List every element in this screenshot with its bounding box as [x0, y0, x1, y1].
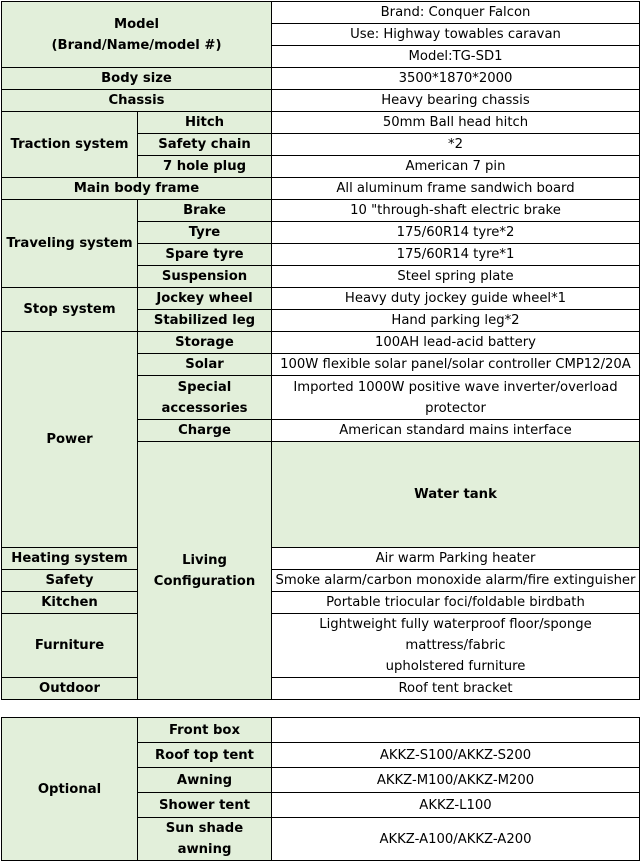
- chassis-value: Heavy bearing chassis: [272, 90, 640, 112]
- furniture-line1: Lightweight fully waterproof floor/sponge mattress/fabric: [319, 617, 592, 653]
- spare-tyre-label: Spare tyre: [138, 244, 272, 266]
- plug-value: American 7 pin: [272, 156, 640, 178]
- traction-system-label: Traction system: [2, 112, 138, 178]
- roof-top-tent-label: Roof top tent: [138, 743, 272, 768]
- furniture-line2: upholstered furniture: [385, 659, 526, 674]
- table-row: [2, 614, 640, 678]
- special-accessories-value: [272, 376, 640, 420]
- water-tank-label: Water tank: [272, 442, 640, 548]
- safety-label: Safety: [2, 570, 138, 592]
- shower-tent-label: Shower tent: [138, 793, 272, 818]
- charge-value: American standard mains interface: [272, 420, 640, 442]
- living-configuration-label: [138, 442, 272, 700]
- model-number: Model:TG-SD1: [272, 46, 640, 68]
- table-row: [2, 178, 640, 200]
- jockey-wheel-value: Heavy duty jockey guide wheel*1: [272, 288, 640, 310]
- table-row: [2, 288, 640, 310]
- sun-shade-awning-value: AKKZ-A100/AKKZ-A200: [272, 818, 640, 861]
- body-size-value: 3500*1870*2000: [272, 68, 640, 90]
- outdoor-label: Outdoor: [2, 678, 138, 700]
- plug-label: 7 hole plug: [138, 156, 272, 178]
- awning-value: AKKZ-M100/AKKZ-M200: [272, 768, 640, 793]
- stop-system-label: Stop system: [2, 288, 138, 332]
- shower-tent-value: AKKZ-L100: [272, 793, 640, 818]
- suspension-label: Suspension: [138, 266, 272, 288]
- spare-tyre-value: 175/60R14 tyre*1: [272, 244, 640, 266]
- model-sublabel: (Brand/Name/model #): [51, 37, 222, 53]
- body-size-label: Body size: [2, 68, 272, 90]
- table-row: [2, 678, 640, 700]
- model-use: Use: Highway towables caravan: [272, 24, 640, 46]
- furniture-value: [272, 614, 640, 678]
- model-header: [2, 2, 272, 68]
- table-row: [2, 548, 640, 570]
- tyre-label: Tyre: [138, 222, 272, 244]
- brake-label: Brake: [138, 200, 272, 222]
- table-row: [2, 68, 640, 90]
- heating-system-value: Air warm Parking heater: [272, 548, 640, 570]
- traveling-system-label: Traveling system: [2, 200, 138, 288]
- model-label: Model: [113, 16, 160, 32]
- front-box-label: Front box: [138, 718, 272, 743]
- furniture-label: Furniture: [2, 614, 138, 678]
- chassis-label: Chassis: [2, 90, 272, 112]
- model-brand: Brand: Conquer Falcon: [272, 2, 640, 24]
- table-row: [2, 332, 640, 354]
- safety-chain-value: *2: [272, 134, 640, 156]
- jockey-wheel-label: Jockey wheel: [138, 288, 272, 310]
- roof-top-tent-value: AKKZ-S100/AKKZ-S200: [272, 743, 640, 768]
- outdoor-value: Roof tent bracket: [272, 678, 640, 700]
- solar-value: 100W flexible solar panel/solar controller CMP12/20A: [272, 354, 640, 376]
- living-label-line1: Living: [182, 552, 227, 568]
- table-row: [2, 200, 640, 222]
- main-frame-value: All aluminum frame sandwich board: [272, 178, 640, 200]
- optional-label: Optional: [2, 718, 138, 861]
- stabilized-leg-value: Hand parking leg*2: [272, 310, 640, 332]
- storage-label: Storage: [138, 332, 272, 354]
- spacer-cell: [2, 700, 640, 718]
- spacer-row: [2, 700, 640, 718]
- special-accessories-line1: Imported 1000W positive wave inverter/overload: [293, 379, 618, 395]
- table-row: [2, 592, 640, 614]
- special-accessories-line2: protector: [425, 400, 486, 416]
- kitchen-value: Portable triocular foci/foldable birdbath: [272, 592, 640, 614]
- safety-value: Smoke alarm/carbon monoxide alarm/fire extinguisher: [272, 570, 640, 592]
- brake-value: 10 "through-shaft electric brake: [272, 200, 640, 222]
- main-frame-label: Main body frame: [2, 178, 272, 200]
- table-row: [2, 90, 640, 112]
- hitch-label: Hitch: [138, 112, 272, 134]
- heating-system-label: Heating system: [2, 548, 138, 570]
- storage-value: 100AH lead-acid battery: [272, 332, 640, 354]
- solar-label: Solar: [138, 354, 272, 376]
- table-row: [2, 2, 640, 24]
- suspension-value: Steel spring plate: [272, 266, 640, 288]
- sun-shade-awning-label: Sun shade awning: [138, 818, 272, 861]
- spec-table: [1, 1, 640, 861]
- power-label: Power: [2, 332, 138, 548]
- tyre-value: 175/60R14 tyre*2: [272, 222, 640, 244]
- stabilized-leg-label: Stabilized leg: [138, 310, 272, 332]
- table-row: [2, 112, 640, 134]
- hitch-value: 50mm Ball head hitch: [272, 112, 640, 134]
- charge-label: Charge: [138, 420, 272, 442]
- kitchen-label: Kitchen: [2, 592, 138, 614]
- awning-label: Awning: [138, 768, 272, 793]
- living-label-line2: Configuration: [153, 573, 256, 589]
- safety-chain-label: Safety chain: [138, 134, 272, 156]
- table-row: [2, 570, 640, 592]
- special-accessories-label: Special accessories: [138, 376, 272, 420]
